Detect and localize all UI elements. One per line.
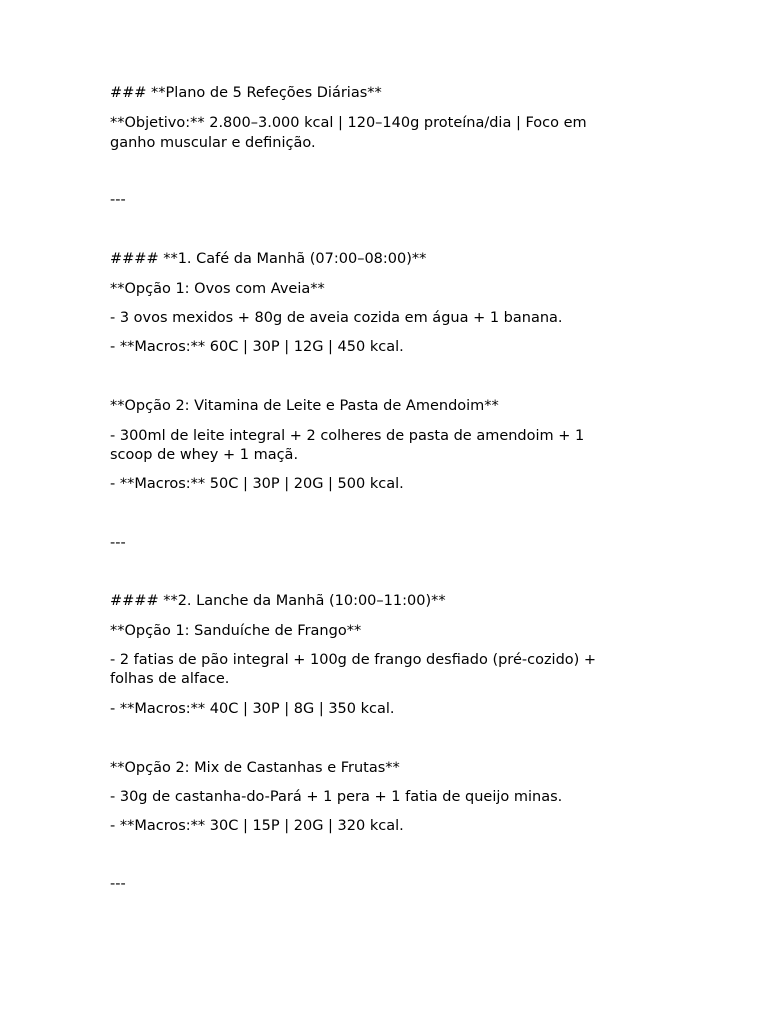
meal-1-heading: #### **1. Café da Manhã (07:00–08:00)** [110,251,427,267]
separator: --- [110,192,126,208]
meal-1-option-1-items: - 3 ovos mexidos + 80g de aveia cozida em água + 1 banana. [110,310,563,326]
meal-1-option-1-title: **Opção 1: Ovos com Aveia** [110,281,325,297]
meal-2-option-1-macros: - **Macros:** 40C | 30P | 8G | 350 kcal. [110,701,395,717]
separator: --- [110,535,126,551]
plan-heading: ### **Plano de 5 Refeções Diárias** [110,85,382,101]
meal-2-option-2-macros: - **Macros:** 30C | 15P | 20G | 320 kcal. [110,818,404,834]
meal-1-option-2-items-cont: scoop de whey + 1 maçã. [110,447,299,463]
meal-1-option-1-macros: - **Macros:** 60C | 30P | 12G | 450 kcal. [110,339,404,355]
meal-1-option-2-macros: - **Macros:** 50C | 30P | 20G | 500 kcal. [110,476,404,492]
meal-2-heading: #### **2. Lanche da Manhã (10:00–11:00)** [110,593,446,609]
meal-1-option-2-items: - 300ml de leite integral + 2 colheres de pasta de amendoim + 1 [110,428,585,444]
objective-text: **Objetivo:** 2.800–3.000 kcal | 120–140g proteína/dia | Foco em [110,115,587,131]
meal-2-option-1-title: **Opção 1: Sanduíche de Frango** [110,623,362,639]
meal-2-option-2-title: **Opção 2: Mix de Castanhas e Frutas** [110,760,400,776]
separator: --- [110,876,126,892]
meal-2-option-1-items-cont: folhas de alface. [110,671,230,687]
meal-2-option-1-items: - 2 fatias de pão integral + 100g de frango desfiado (pré-cozido) + [110,652,597,668]
objective-text-cont: ganho muscular e definição. [110,135,316,151]
meal-2-option-2-items: - 30g de castanha-do-Pará + 1 pera + 1 fatia de queijo minas. [110,789,563,805]
meal-1-option-2-title: **Opção 2: Vitamina de Leite e Pasta de Amendoim** [110,398,499,414]
